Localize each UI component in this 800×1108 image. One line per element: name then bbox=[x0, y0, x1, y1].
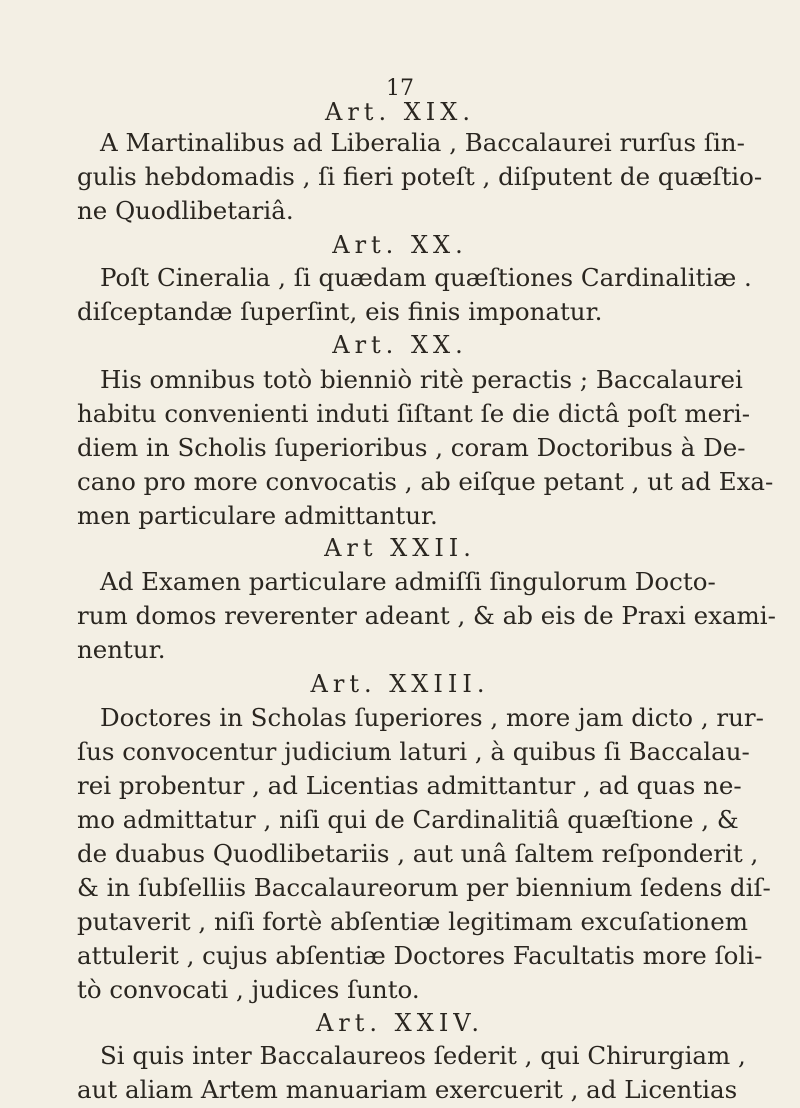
article-heading: Art. XXIV. bbox=[315, 1009, 485, 1037]
text-line: cano pro more convocatis , ab eiſque petant , ut ad Exa- bbox=[77, 467, 774, 496]
text-line: Doctores in Scholas ſuperiores , more jam dicto , rur- bbox=[100, 703, 764, 732]
text-line: Poſt Cineralia , ſi quædam quæſtiones Cardinalitiæ . bbox=[100, 263, 752, 292]
text-line: Si quis inter Baccalaureos ſederit , qui Chirurgiam , bbox=[100, 1041, 746, 1070]
text-line: rei probentur , ad Licentias admittantur , ad quas ne- bbox=[77, 771, 742, 800]
text-line: Ad Examen particulare admiſſi ſingulorum Docto- bbox=[100, 567, 716, 596]
article-heading: Art. XX. bbox=[332, 231, 468, 259]
text-line: tò convocati , judices ſunto. bbox=[77, 975, 420, 1004]
text-line: & in ſubſelliis Baccalaureorum per biennium ſedens diſ- bbox=[77, 873, 771, 902]
article-heading: Art XXII. bbox=[324, 534, 476, 562]
text-line: putaverit , niſi fortè abſentiæ legitimam excuſationem bbox=[77, 907, 748, 936]
text-line: ne Quodlibetariâ. bbox=[77, 196, 294, 225]
page-number: 17 bbox=[386, 76, 414, 101]
text-line: de duabus Quodlibetariis , aut unâ ſaltem reſponderit , bbox=[77, 839, 759, 868]
article-heading: Art. XIX. bbox=[325, 98, 475, 126]
text-line: nentur. bbox=[77, 635, 166, 664]
text-line: ſus convocentur judicium laturi , à quibus ſi Baccalau- bbox=[77, 737, 750, 766]
text-line: diſceptandæ ſuperſint, eis finis imponatur. bbox=[77, 297, 603, 326]
text-line: men particulare admittantur. bbox=[77, 501, 438, 530]
text-line: aut aliam Artem manuariam exercuerit , ad Licentias bbox=[77, 1075, 738, 1104]
text-line: A Martinalibus ad Liberalia , Baccalaurei rurſus ſin- bbox=[100, 128, 745, 157]
text-line: diem in Scholis ſuperioribus , coram Doctoribus à De- bbox=[77, 433, 746, 462]
text-line: attulerit , cujus abſentiæ Doctores Facultatis more ſoli- bbox=[77, 941, 763, 970]
text-line: rum domos reverenter adeant , & ab eis de Praxi exami- bbox=[77, 601, 776, 630]
text-line: habitu convenienti induti ſiſtant ſe die dictâ poſt meri- bbox=[77, 399, 750, 428]
article-heading: Art. XX. bbox=[332, 331, 468, 359]
article-heading: Art. XXIII. bbox=[310, 670, 490, 698]
text-line: mo admittatur , niſi qui de Cardinalitiâ quæſtione , & bbox=[77, 805, 739, 834]
text-line: gulis hebdomadis , ſi fieri poteſt , diſputent de quæſtio- bbox=[77, 162, 763, 191]
text-line: His omnibus totò bienniò ritè peractis ; Baccalaurei bbox=[100, 365, 743, 394]
